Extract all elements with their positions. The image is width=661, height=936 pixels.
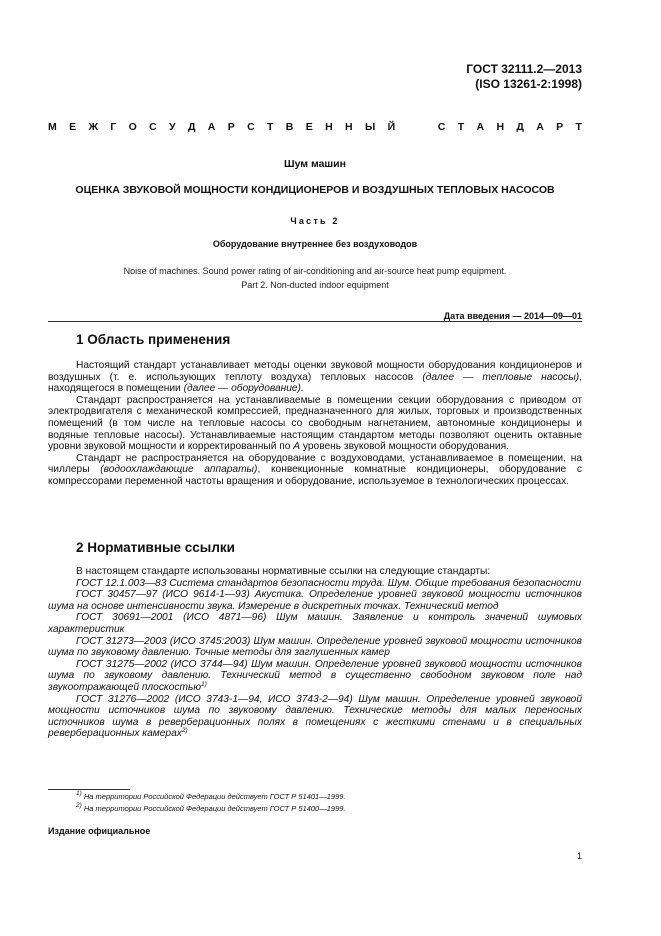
reference-item: ГОСТ 12.1.003—83 Система стандартов безопасности труда. Шум. Общие требования безопасности xyxy=(76,577,582,589)
official-edition-label: Издание официальное xyxy=(48,826,151,836)
reference-item: ГОСТ 31275—2002 (ИСО 3744—94) Шум машин. Определение уровней звуковой мощности источников шума по звуковому давлению. Технический метод в существенно свободном звуковом поле над звукоотражающей плоскостью$^{1)}$ xyxy=(48,658,582,693)
heading-letter: Д xyxy=(516,121,524,133)
footnote-mark: 1) xyxy=(201,680,207,688)
footnote: $^{1)}$ На территории Российской Федерации действует ГОСТ Р 51401—1999. xyxy=(76,790,346,801)
heading-letter: Р xyxy=(227,121,235,133)
paragraph: Настоящий стандарт устанавливает методы оценки звуковой мощности оборудования кондиционеров и воздушных (т. е. использующих теплоту воздуха) тепловых насосов (далее — тепловые насосы), находящегося в помещении (далее — оборудование). xyxy=(48,360,582,395)
heading-letter: Н xyxy=(345,121,353,133)
heading-letter: У xyxy=(169,121,176,133)
heading-letter: Г xyxy=(110,121,117,133)
standard-title: ОЦЕНКА ЗВУКОВОЙ МОЩНОСТИ КОНДИЦИОНЕРОВ И ВОЗДУШНЫХ ТЕПЛОВЫХ НАСОСОВ xyxy=(75,184,555,196)
iso-number: (ISO 13261-2:1998) xyxy=(475,77,582,91)
gost-number: ГОСТ 32111.2—2013 xyxy=(466,62,582,76)
heading-letter: Н xyxy=(325,121,333,133)
heading-letter: Е xyxy=(69,121,77,133)
heading-letter: А xyxy=(476,121,485,133)
reference-item: ГОСТ 31273—2003 (ИСО 3745:2003) Шум машин. Определение уровней звуковой мощности источников шума по звуковому давлению. Точные методы для заглушенных камер xyxy=(48,635,582,659)
heading-letter: Т xyxy=(267,121,274,133)
heading-letter: О xyxy=(128,121,137,133)
heading-letter: Р xyxy=(556,121,564,133)
section-1-body xyxy=(48,360,582,488)
heading-letter: А xyxy=(536,121,544,133)
reference-item: ГОСТ 30457—97 (ИСО 9614-1—93) Акустика. Определение уровней звуковой мощности источников шума на основе интенсивности звука. Измерение в дискретных точках. Технический метод xyxy=(48,589,582,612)
section-2-heading: 2 Нормативные ссылки xyxy=(76,540,235,555)
heading-letter: Й xyxy=(387,121,396,133)
section-2-body xyxy=(48,566,582,740)
heading-letter: Е xyxy=(305,121,313,133)
heading-letter: Н xyxy=(496,121,505,133)
english-title-line2: Part 2. Non-ducted indoor equipment xyxy=(241,280,389,290)
reference-item: ГОСТ 30691—2001 (ИСО 4871—96) Шум машин. Заявление и контроль значений шумовых характеристик xyxy=(48,612,582,635)
divider-line xyxy=(48,321,582,322)
heading-letter: Ы xyxy=(364,121,376,133)
paragraph: В настоящем стандарте использованы нормативные ссылки на следующие стандарты: xyxy=(76,566,491,577)
heading-letter: А xyxy=(207,121,216,133)
heading-letter: С xyxy=(149,121,157,133)
english-title xyxy=(48,264,582,292)
footnote-mark: 2) xyxy=(181,727,188,735)
footnotes xyxy=(76,791,346,815)
footnote-divider xyxy=(48,789,130,790)
page-number: 1 xyxy=(576,851,582,861)
heading-letter: Т xyxy=(575,121,582,133)
heading-letter: М xyxy=(48,121,57,133)
english-title-line1: Noise of machines. Sound power rating of air-conditioning and air-source heat pump equipment. xyxy=(123,266,507,276)
heading-letter: Д xyxy=(187,121,196,133)
heading-letter: Т xyxy=(457,121,465,133)
part-label: Часть 2 xyxy=(290,216,340,226)
paragraph: Стандарт распространяется на устанавливаемые в помещении секции оборудования с приводом от электродвигателя с механической компрессией, предназначенного для жилых, торговых и производственных помещений (в том числе на тепловые насосы со свободным нагнетанием, автономные кондиционеры и водяные тепловые насосы). Устанавливаемые настоящим стандартом методы позволяют оценить октавные уровни звуковой мощности и корректированный по А уровень звуковой мощности оборудования. xyxy=(48,394,582,453)
heading-letter: Ж xyxy=(88,121,98,133)
footnote: $^{2)}$ На территории Российской Федерации действует ГОСТ Р 51400—1999. xyxy=(76,802,346,813)
reference-item: ГОСТ 31276—2002 (ИСО 3743-1—94, ИСО 3743-2—94) Шум машин. Определение уровней звуковой мощности источников шума по звуковому давлению. Технические методы для малых переносных источников шума в реверберационных полях в помещениях с жесткими стенами и в специальных реверберационных камерах$^{2)}$ xyxy=(48,693,582,740)
heading-letter: С xyxy=(437,121,446,133)
standard-subject: Шум машин xyxy=(284,158,346,170)
introduction-date: Дата введения — 2014—09—01 xyxy=(443,311,582,321)
document-number xyxy=(466,62,582,92)
interstate-standard-heading xyxy=(48,121,582,133)
heading-letter: В xyxy=(285,121,294,133)
word-gap xyxy=(407,121,425,133)
heading-letter: С xyxy=(247,121,255,133)
section-1-heading: 1 Область применения xyxy=(76,332,231,347)
part-title: Оборудование внутреннее без воздуховодов xyxy=(212,239,418,249)
paragraph: Стандарт не распространяется на оборудование с воздуховодами, устанавливаемое в помещении, на чиллеры (водоохлаждающие аппараты), конвекционные комнатные кондиционеры, оборудование с компрессорами переменной частоты вращения и оборудование, используемое в технологических процессах. xyxy=(48,452,582,487)
